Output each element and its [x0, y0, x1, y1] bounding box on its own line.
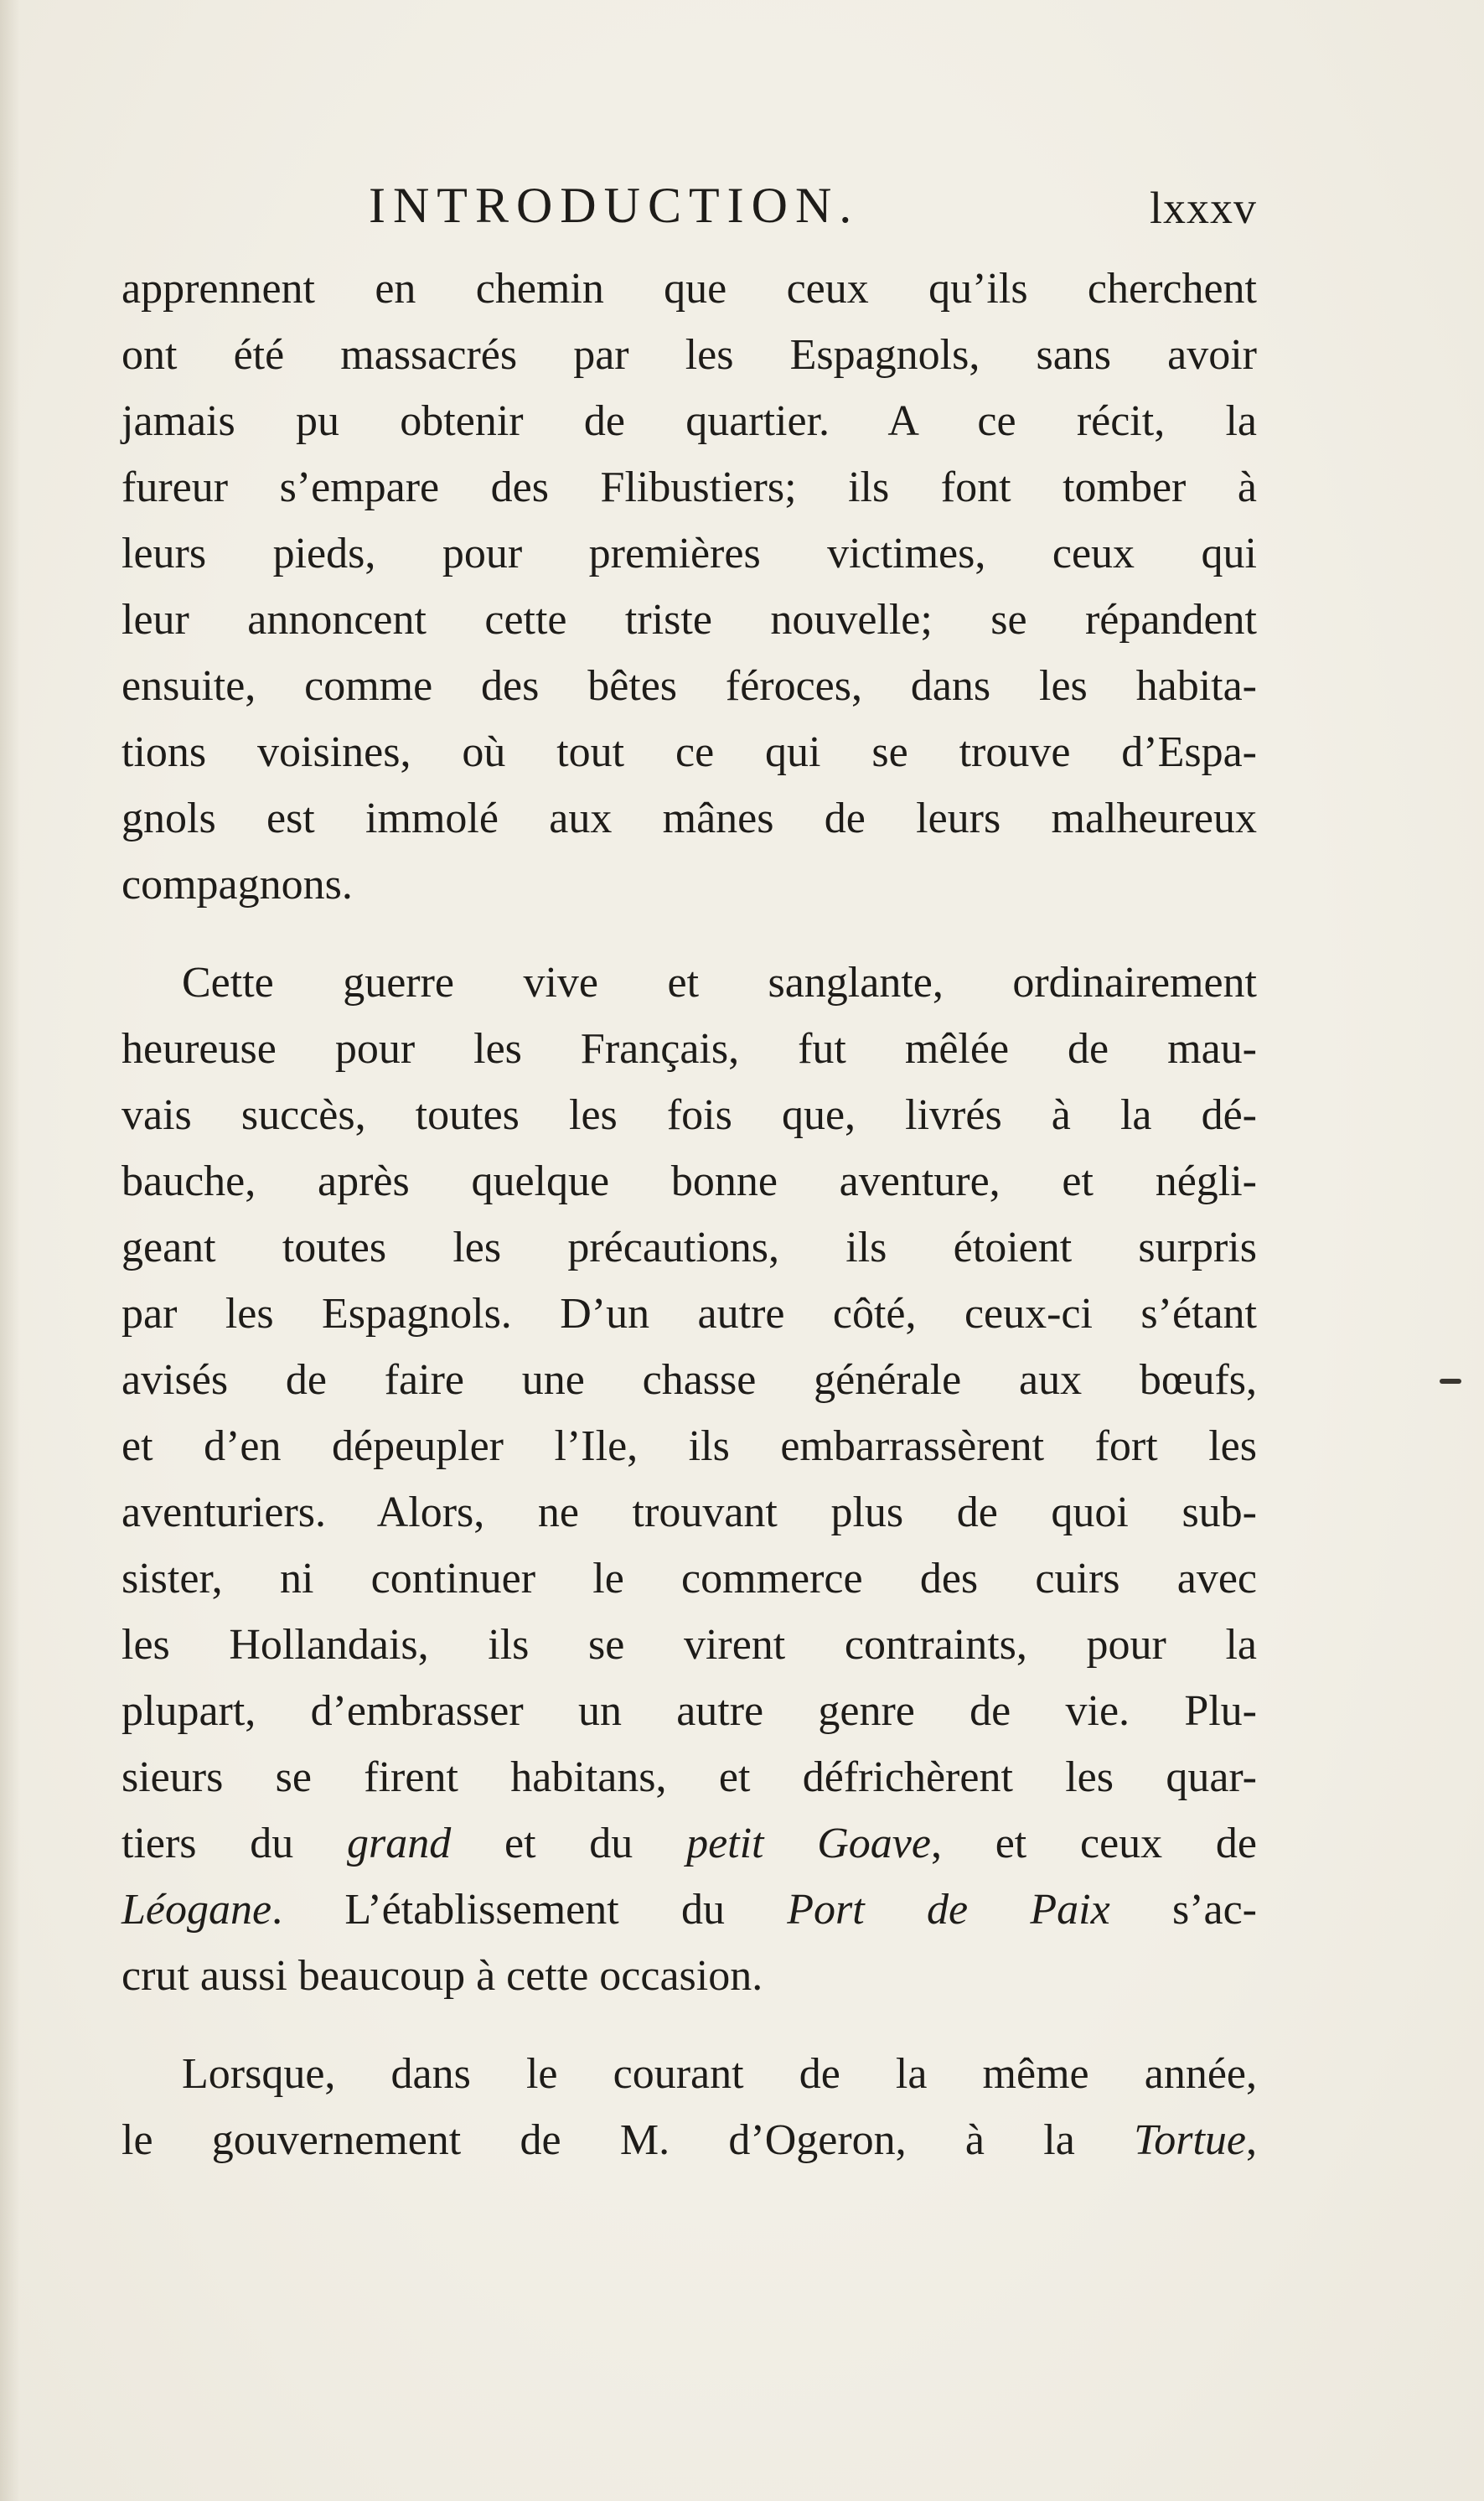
- text-run: s’ac-: [1109, 1886, 1257, 1934]
- text-line: heureuse pour les Français, fut mêlée de mau-: [122, 1025, 1257, 1073]
- text-line: aventuriers. Alors, ne trouvant plus de quoi sub-: [122, 1489, 1257, 1536]
- text-line: gnols est immolé aux mânes de leurs malheureux: [122, 795, 1257, 842]
- text-line: jamais pu obtenir de quartier. A ce récit, la: [122, 397, 1257, 445]
- running-title: INTRODUCTION.: [369, 178, 860, 233]
- text-line: vais succès, toutes les fois que, livrés à la dé-: [122, 1091, 1257, 1139]
- text-run: , et ceux de: [930, 1820, 1257, 1867]
- text-line: Lorsque, dans le courant de la même année,: [182, 2050, 1257, 2098]
- text-line: geant toutes les précautions, ils étoient surpris: [122, 1224, 1257, 1271]
- text-line: fureur s’empare des Flibustiers; ils font tomber à: [122, 463, 1257, 511]
- text-run: le gouvernement de M. d’Ogeron, à la: [122, 2116, 1135, 2164]
- text-line-with-italics: [122, 1810, 1257, 1877]
- text-line: plupart, d’embrasser un autre genre de vie. Plu-: [122, 1687, 1257, 1735]
- text-run: . L’établissement du: [271, 1886, 788, 1934]
- text-line: tions voisines, où tout ce qui se trouve d’Espa-: [122, 728, 1257, 776]
- text-line: leur annoncent cette triste nouvelle; se répandent: [122, 596, 1257, 644]
- paragraph-3: [122, 2041, 1257, 2173]
- text-line: et d’en dépeupler l’Ile, ils embarrassèrent fort les: [122, 1422, 1257, 1470]
- text-line: ensuite, comme des bêtes féroces, dans les habita-: [122, 662, 1257, 710]
- text-line-with-italics: [122, 1877, 1257, 1943]
- italic-place-name: petit Goave: [686, 1820, 931, 1867]
- text-line: les Hollandais, ils se virent contraints, pour la: [122, 1621, 1257, 1669]
- paragraph-2: [122, 950, 1257, 2009]
- text-line: ont été massacrés par les Espagnols, sans avoir: [122, 331, 1257, 379]
- italic-place-name: Port de Paix: [787, 1886, 1110, 1934]
- text-line: compagnons.: [122, 861, 353, 909]
- italic-place-name: Léogane: [122, 1886, 272, 1934]
- text-line: Cette guerre vive et sanglante, ordinairement: [182, 959, 1257, 1007]
- text-line: apprennent en chemin que ceux qu’ils cherchent: [122, 265, 1257, 313]
- text-run: tiers du: [122, 1820, 348, 1867]
- page-number: lxxxv: [1149, 183, 1257, 233]
- text-run: et du: [451, 1820, 687, 1867]
- text-line: avisés de faire une chasse générale aux bœufs,: [122, 1356, 1257, 1404]
- text-line: bauche, après quelque bonne aventure, et négli-: [122, 1157, 1257, 1205]
- text-line: sieurs se firent habitans, et défrichèrent les quar-: [122, 1753, 1257, 1801]
- text-line: sister, ni continuer le commerce des cuirs avec: [122, 1555, 1257, 1603]
- text-run: ,: [1246, 2116, 1257, 2164]
- italic-place-name: grand: [347, 1820, 452, 1867]
- text-line: crut aussi beaucoup à cette occasion.: [122, 1952, 763, 2000]
- text-block: [122, 163, 1257, 2173]
- text-line: par les Espagnols. D’un autre côté, ceux-ci s’étant: [122, 1290, 1257, 1338]
- running-head: [122, 163, 1257, 256]
- margin-ink-mark: [1440, 1379, 1461, 1384]
- text-line-with-italics: [122, 2107, 1257, 2173]
- italic-place-name: Tortue: [1134, 2116, 1246, 2164]
- text-line: leurs pieds, pour premières victimes, ceux qui: [122, 530, 1257, 577]
- page-gutter-shadow: [0, 0, 20, 2501]
- paragraph-1: [122, 256, 1257, 918]
